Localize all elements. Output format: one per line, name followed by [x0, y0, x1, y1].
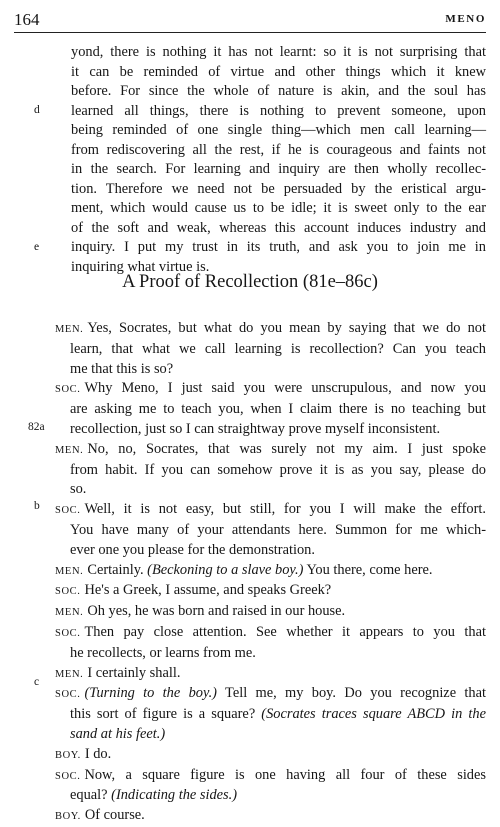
running-head — [14, 8, 486, 30]
margin-ref-d: d — [34, 104, 40, 116]
speech-text: Then pay close attention. See whether it appears to you that — [84, 623, 486, 640]
speaker-label: SOC. — [55, 586, 81, 598]
dialogue-turn — [55, 623, 486, 664]
speech-text: Yes, Socrates, but what do you mean by saying that we do not — [87, 320, 486, 336]
stage-direction: (Beckoning to a slave boy.) — [147, 561, 304, 578]
margin-ref-c: c — [34, 676, 40, 688]
dialogue-turn — [55, 319, 486, 379]
speech-text: Now, a square figure is one having all four of these sides — [84, 766, 486, 783]
opening-paragraph — [71, 43, 486, 277]
text-line: before. For since the whole of nature is akin, and the soul has — [71, 83, 486, 99]
speech-text: this sort of figure is a square? — [70, 706, 262, 723]
header-rule — [14, 32, 486, 33]
text-line: ment, which would cause us to be idle; it is sweet only to the ear — [71, 200, 486, 216]
text-line: it can be reminded of virtue and other things which it knew — [71, 63, 486, 80]
speaker-label: MEN. — [55, 444, 84, 456]
text-line: yond, there is nothing it has not learnt: so it is not surprising that — [71, 44, 486, 60]
dialogue-turn — [55, 379, 486, 439]
speaker-label: SOC. — [55, 770, 81, 782]
dialogue-turn — [55, 602, 486, 623]
text-line: from rediscovering all the rest, if he is courageous and faints not — [71, 141, 486, 158]
speech-line: recollection, just so I can straightway prove myself inconsistent. — [70, 420, 441, 437]
dialogue-turn — [55, 581, 486, 602]
stage-direction: (Indicating the sides.) — [111, 787, 238, 804]
speech-line: so. — [70, 481, 87, 498]
speech-text: Tell me, my boy. Do you recognize that — [216, 685, 486, 702]
stage-direction: (Turning to the boy.) — [84, 685, 217, 702]
dialogue — [55, 319, 486, 827]
stage-direction: sand at his feet.) — [70, 725, 166, 742]
dialogue-turn — [55, 664, 486, 685]
speaker-label: SOC. — [55, 689, 81, 701]
speech-line: from habit. If you can somehow prove it is as you say, please do — [70, 461, 486, 478]
speech-text: Certainly. — [87, 561, 148, 578]
speech-line: me that this is so? — [70, 360, 174, 377]
speaker-label: BOY. — [55, 811, 81, 823]
speaker-label: MEN. — [55, 668, 84, 680]
text-line: inquiring what virtue is. — [71, 258, 210, 275]
dialogue-turn — [55, 440, 486, 500]
speech-text: No, no, Socrates, that was surely not my aim. I just spoke — [87, 440, 486, 457]
margin-ref-b: b — [34, 500, 40, 512]
speech-text: Of course. — [84, 807, 145, 824]
text-line: tion. Therefore we need not be persuaded by the eristical argu- — [71, 180, 486, 197]
speaker-label: SOC. — [55, 627, 81, 639]
section-heading: A Proof of Recollection (81e–86c) — [122, 272, 378, 292]
speech-text: Oh yes, he was born and raised in our house. — [87, 603, 346, 620]
speech-line: You have many of your attendants here. Summon for me which- — [70, 521, 486, 538]
speaker-label: BOY. — [55, 749, 81, 761]
speech-line: are asking me to teach you, when I claim there is no teaching but — [70, 401, 486, 418]
stage-direction: (Socrates traces square ABCD in the — [261, 706, 486, 723]
dialogue-turn — [55, 766, 486, 807]
page-number: 164 — [14, 10, 40, 29]
margin-ref-82a: 82a — [28, 421, 45, 433]
speech-text: Why Meno, I just said you were unscrupulous, and now you — [84, 380, 486, 397]
book-title: MENO — [445, 13, 486, 25]
speech-text: equal? — [70, 787, 112, 804]
speaker-label: SOC. — [55, 505, 81, 517]
speech-line: he recollects, or learns from me. — [70, 644, 256, 661]
speaker-label: SOC. — [55, 384, 81, 396]
speaker-label: MEN. — [55, 324, 84, 335]
speaker-label: MEN. — [55, 607, 84, 619]
speaker-label: MEN. — [55, 565, 84, 577]
speech-text: Well, it is not easy, but still, for you I will make the effort. — [84, 501, 486, 518]
text-line: being reminded of one single thing—which men call learning— — [71, 122, 486, 138]
speech-text: I do. — [84, 745, 112, 762]
speech-text: I certainly shall. — [87, 664, 181, 681]
dialogue-turn — [55, 561, 486, 582]
margin-ref-e: e — [34, 241, 40, 253]
speech-line: learn, that what we call learning is recollection? Can you teach — [70, 340, 486, 357]
text-line: of the soft and weak, whereas this account induces industry and — [71, 219, 486, 236]
dialogue-turn — [55, 500, 486, 560]
speech-text: You there, come here. — [303, 561, 433, 578]
speech-line: ever one you please for the demonstration. — [70, 541, 315, 558]
text-line: inquiry. I put my trust in its truth, and ask you to join me in — [71, 239, 486, 255]
dialogue-turn — [55, 806, 486, 827]
text-line: learned all things, there is nothing to prevent someone, upon — [71, 102, 486, 119]
dialogue-turn — [55, 684, 486, 744]
speech-text: He's a Greek, I assume, and speaks Greek? — [84, 582, 332, 599]
text-line: in the search. For learning and inquiry are then wholly recollec- — [71, 161, 486, 177]
dialogue-turn — [55, 745, 486, 766]
